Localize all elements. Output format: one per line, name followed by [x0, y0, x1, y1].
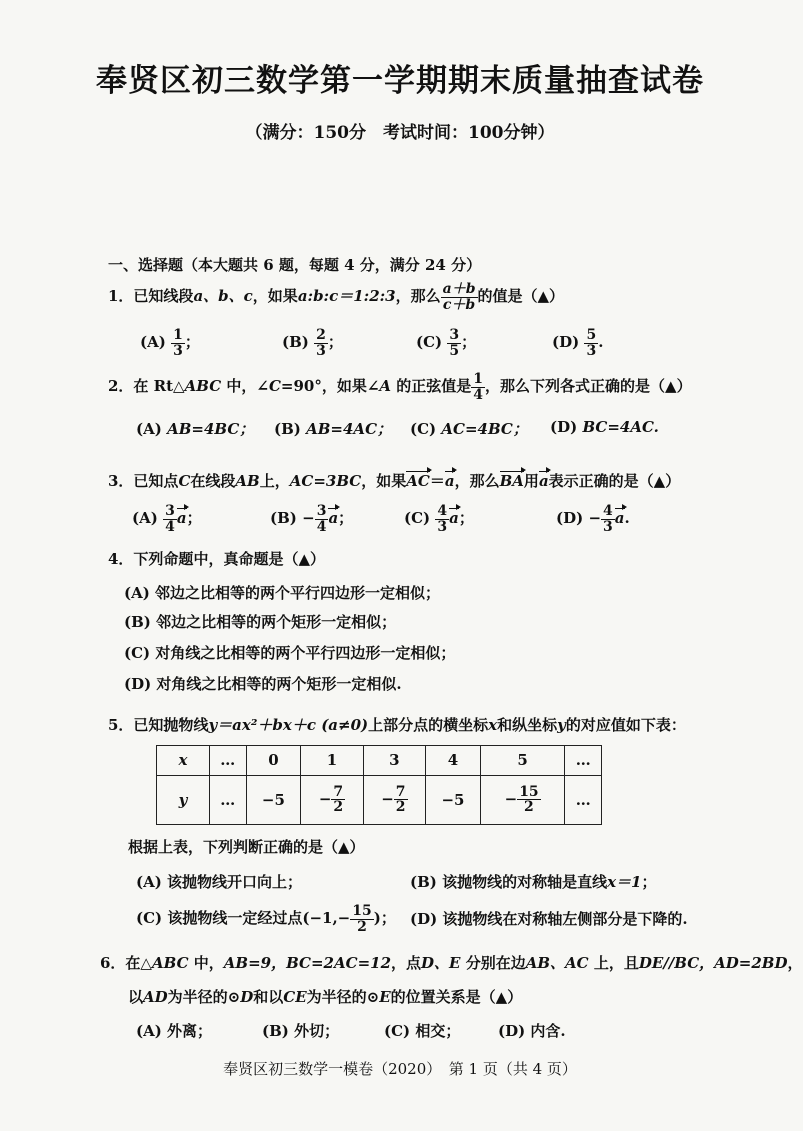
q1-fraction: $\frac{a+b}{c+b}$	[442, 281, 476, 313]
q5-option-a: (A) 该抛物线开口向上；	[136, 873, 303, 891]
section-heading: 一、选择题（本大题共 6 题，每题 4 分，满分 24 分）	[108, 256, 482, 274]
q2-option-c: (C) AC=4BC；	[410, 420, 528, 438]
value-table	[156, 745, 602, 825]
q5-option-d: (D) 该抛物线在对称轴左侧部分是下降的.	[410, 910, 688, 928]
table-cell: 0	[246, 746, 301, 776]
q2-option-b: (B) AB=4AC；	[274, 420, 393, 438]
exam-subtitle: （满分：150分 考试时间：100分钟）	[245, 123, 555, 143]
table-header-y: y	[157, 775, 210, 824]
q2-option-a: (A) AB=4BC；	[136, 420, 255, 438]
q4-option-d: (D) 对角线之比相等的两个矩形一定相似.	[124, 675, 402, 693]
q6-option-a: (A) 外离；	[136, 1022, 213, 1040]
question-6-stem: 6．在△ABC 中，AB=9，BC=2AC=12，点D、E 分别在边AB、AC 上，且DE//BC，AD=2BD，	[100, 954, 803, 972]
q3-option-c: (C) $\frac{4}{3}$ a；	[404, 503, 474, 535]
page-footer: 奉贤区初三数学一模卷（2020） 第 1 页（共 4 页）	[223, 1060, 577, 1078]
q6-option-d: (D) 内含.	[498, 1022, 566, 1040]
table-header-x: x	[157, 746, 210, 776]
q4-option-b: (B) 邻边之比相等的两个矩形一定相似；	[124, 613, 397, 631]
table-row	[157, 746, 602, 776]
q3-option-a: (A) $\frac{3}{4}$ a；	[132, 503, 202, 535]
table-cell: …	[210, 775, 247, 824]
table-cell: 3	[363, 746, 425, 776]
q5-option-b: (B) 该抛物线的对称轴是直线x＝1；	[410, 873, 657, 891]
question-1-stem: 1．已知线段a、b、c，如果a:b:c＝1:2:3，那么 $\frac{a+b}{c+b}$ 的值是（▲）	[108, 281, 565, 313]
q1-option-b: (B) $\frac{2}{3}$ ；	[282, 327, 343, 359]
q4-option-a: (A) 邻边之比相等的两个平行四边形一定相似；	[124, 584, 441, 602]
q5-option-c: (C) 该抛物线一定经过点(−1,− $\frac{15}{2}$ )；	[136, 903, 396, 935]
q6-option-b: (B) 外切；	[262, 1022, 340, 1040]
q1-option-a: (A) $\frac{1}{3}$ ；	[140, 327, 200, 359]
q1-option-d: (D) $\frac{5}{3}$ .	[552, 327, 604, 359]
question-5-stem: 5．已知抛物线y＝ax²＋bx＋c (a≠0)上部分点的横坐标x和纵坐标y的对应值如下表：	[108, 716, 686, 734]
table-cell: …	[565, 746, 602, 776]
q3-option-b: (B) − $\frac{3}{4}$ a；	[270, 503, 354, 535]
q5-judge: 根据上表，下列判断正确的是（▲）	[128, 838, 365, 856]
table-cell: …	[565, 775, 602, 824]
table-cell: …	[210, 746, 247, 776]
q3-option-d: (D) − $\frac{4}{3}$ a.	[556, 503, 630, 535]
table-row	[157, 775, 602, 824]
table-cell: −5	[426, 775, 481, 824]
table-cell: −5	[246, 775, 301, 824]
exam-title: 奉贤区初三数学第一学期期末质量抽查试卷	[96, 63, 704, 99]
q2-option-d: (D) BC=4AC.	[550, 418, 659, 436]
q6-option-c: (C) 相交；	[384, 1022, 461, 1040]
question-6-stem-line2: 以AD为半径的⊙D和以CE为半径的⊙E的位置关系是（▲）	[128, 988, 523, 1006]
table-cell: 4	[426, 746, 481, 776]
question-4-stem: 4．下列命题中，真命题是（▲）	[108, 550, 325, 568]
table-cell: 5	[480, 746, 565, 776]
q4-option-c: (C) 对角线之比相等的两个平行四边形一定相似；	[124, 644, 456, 662]
table-cell: − $\frac{7}{2}$	[363, 775, 425, 824]
question-3-stem: 3．已知点C在线段AB上，AC=3BC，如果AC＝a，那么BA用a表示正确的是（▲）	[108, 472, 681, 490]
question-2-stem: 2．在 Rt△ABC 中，∠C=90°，如果∠A 的正弦值是 $\frac{1}{4}$ ，那么下列各式正确的是（▲）	[108, 371, 692, 403]
q1-option-c: (C) $\frac{3}{5}$ ；	[416, 327, 477, 359]
table-cell: 1	[301, 746, 363, 776]
table-cell: − $\frac{7}{2}$	[301, 775, 363, 824]
table-cell: − $\frac{15}{2}$	[480, 775, 565, 824]
